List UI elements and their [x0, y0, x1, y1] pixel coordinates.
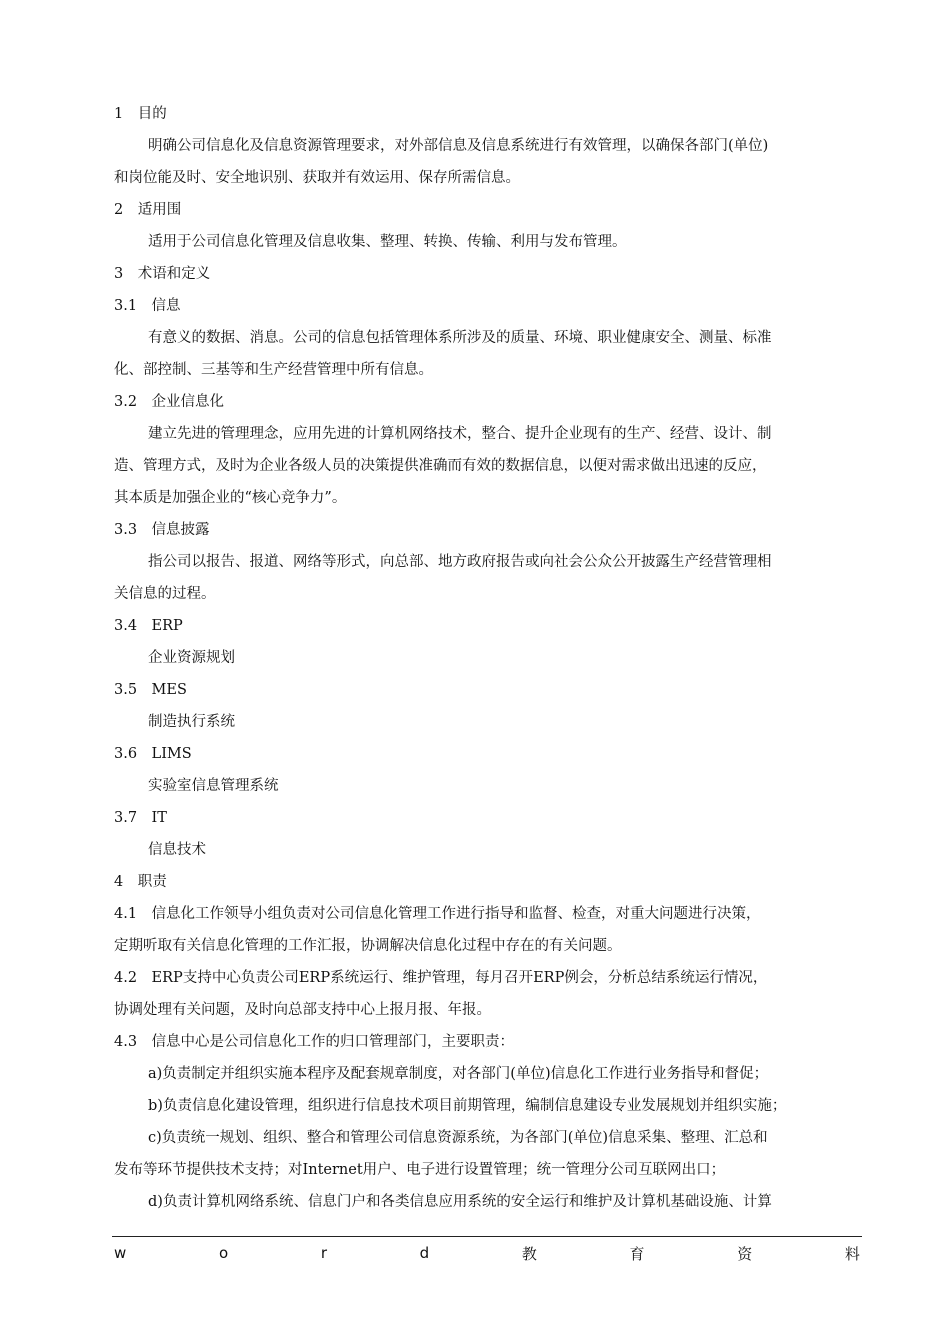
text-line: 指公司以报告、报道、网络等形式，向总部、地方政府报告或向社会公众公开披露生产经营管理相: [148, 554, 772, 570]
footer-divider: [112, 1236, 862, 1237]
text-line: 4.1 信息化工作领导小组负责对公司信息化管理工作进行指导和监督、检查，对重大问题进行决策，: [114, 906, 761, 922]
text-line: 3.6 LIMS: [114, 746, 192, 762]
footer-char: d: [419, 1244, 430, 1262]
page-footer: [114, 1242, 860, 1264]
footer-char: 料: [844, 1244, 860, 1263]
text-line: a)负责制定并组织实施本程序及配套规章制度，对各部门(单位)信息化工作进行业务指导和督促；: [148, 1066, 769, 1082]
footer-char: o: [218, 1244, 229, 1262]
footer-char: 资: [737, 1244, 753, 1263]
text-line: 其本质是加强企业的“核心竞争力”。: [114, 490, 347, 506]
footer-char: 育: [629, 1244, 645, 1263]
text-line: 3.1 信息: [114, 298, 181, 314]
footer-char: r: [320, 1244, 327, 1262]
text-line: 4 职责: [114, 874, 167, 890]
text-line: 有意义的数据、消息。公司的信息包括管理体系所涉及的质量、环境、职业健康安全、测量、标准: [148, 330, 772, 346]
text-line: 化、部控制、三基等和生产经营管理中所有信息。: [114, 362, 433, 378]
text-line: 和岗位能及时、安全地识别、获取并有效运用、保存所需信息。: [114, 170, 520, 186]
text-line: 企业资源规划: [148, 650, 235, 666]
text-line: 发布等环节提供技术支持；对Internet用户、电子进行设置管理；统一管理分公司互联网出口；: [114, 1162, 726, 1178]
text-line: 适用于公司信息化管理及信息收集、整理、转换、传输、利用与发布管理。: [148, 234, 627, 250]
text-line: 3.5 MES: [114, 682, 187, 698]
text-line: 2 适用围: [114, 202, 182, 218]
text-line: 1 目的: [114, 106, 167, 122]
footer-char: w: [114, 1244, 127, 1262]
text-line: 关信息的过程。: [114, 586, 216, 602]
text-line: 4.2 ERP支持中心负责公司ERP系统运行、维护管理，每月召开ERP例会，分析总结系统运行情况，: [114, 970, 768, 986]
text-line: 4.3 信息中心是公司信息化工作的归口管理部门，主要职责：: [114, 1034, 515, 1050]
text-line: 制造执行系统: [148, 714, 235, 730]
text-line: 3.2 企业信息化: [114, 394, 225, 410]
text-line: b)负责信息化建设管理，组织进行信息技术项目前期管理，编制信息建设专业发展规划并组织实施；: [148, 1098, 787, 1114]
text-line: 3.7 IT: [114, 810, 167, 826]
text-line: 协调处理有关问题，及时向总部支持中心上报月报、年报。: [114, 1002, 491, 1018]
text-line: 造、管理方式，及时为企业各级人员的决策提供准确而有效的数据信息，以便对需求做出迅速的反应，: [114, 458, 767, 474]
text-line: 建立先进的管理理念，应用先进的计算机网络技术，整合、提升企业现有的生产、经营、设计、制: [148, 426, 772, 442]
text-line: c)负责统一规划、组织、整合和管理公司信息资源系统，为各部门(单位)信息采集、整理、汇总和: [148, 1130, 768, 1146]
text-line: 定期听取有关信息化管理的工作汇报，协调解决信息化过程中存在的有关问题。: [114, 938, 622, 954]
text-line: 3.4 ERP: [114, 618, 183, 634]
text-line: d)负责计算机网络系统、信息门户和各类信息应用系统的安全运行和维护及计算机基础设施、计算: [148, 1194, 772, 1210]
text-line: 信息技术: [148, 842, 206, 858]
text-line: 3.3 信息披露: [114, 522, 210, 538]
text-line: 实验室信息管理系统: [148, 778, 279, 794]
text-line: 明确公司信息化及信息资源管理要求，对外部信息及信息系统进行有效管理，以确保各部门(单位): [148, 138, 769, 154]
footer-char: 教: [521, 1244, 537, 1263]
text-line: 3 术语和定义: [114, 266, 211, 282]
